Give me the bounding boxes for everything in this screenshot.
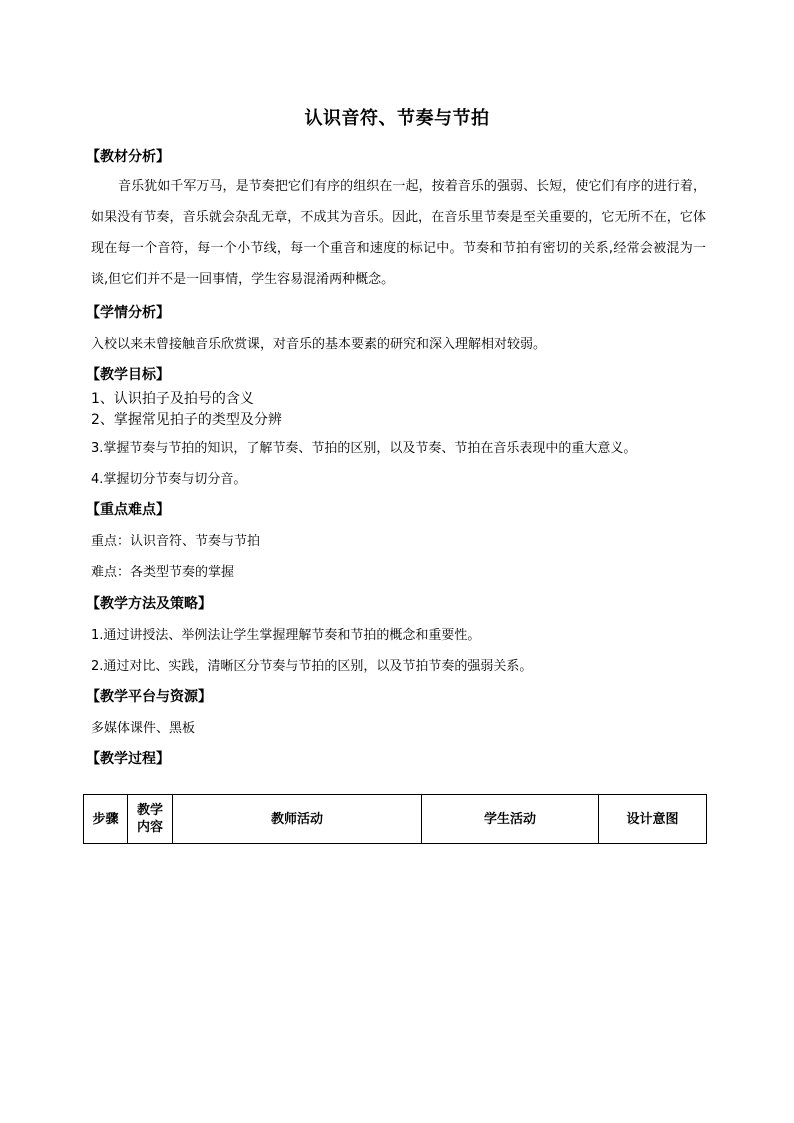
heading-platform-resources: 【教学平台与资源】 bbox=[86, 689, 212, 705]
goal-item-1: 1、认识拍子及拍号的含义 bbox=[91, 391, 254, 407]
header-design-intent: 设计意图 bbox=[599, 795, 707, 844]
header-content-line1: 教学 bbox=[136, 803, 163, 818]
resources-text: 多媒体课件、黑板 bbox=[91, 721, 196, 736]
header-teacher-activity: 教师活动 bbox=[173, 795, 422, 844]
header-content-line2: 内容 bbox=[136, 820, 163, 835]
header-student-activity: 学生活动 bbox=[422, 795, 599, 844]
header-step: 步骤 bbox=[84, 795, 128, 844]
key-point-text: 重点：认识音符、节奏与节拍 bbox=[91, 534, 261, 549]
header-content bbox=[128, 795, 173, 844]
heading-teaching-process: 【教学过程】 bbox=[86, 751, 170, 767]
goal-item-3: 3.掌握节奏与节拍的知识，了解节奏、节拍的区别，以及节奏、节拍在音乐表现中的重大意义。 bbox=[91, 441, 637, 456]
heading-material-analysis: 【教材分析】 bbox=[86, 149, 170, 165]
heading-key-points: 【重点难点】 bbox=[86, 502, 170, 518]
method-item-2: 2.通过对比、实践，清晰区分节奏与节拍的区别，以及节拍节奏的强弱关系。 bbox=[91, 659, 533, 674]
goal-item-2: 2、掌握常见拍子的类型及分辨 bbox=[91, 412, 282, 428]
difficult-point-text: 难点：各类型节奏的掌握 bbox=[91, 565, 235, 580]
heading-student-analysis: 【学情分析】 bbox=[86, 305, 170, 321]
student-analysis-text: 入校以来未曾接触音乐欣赏课，对音乐的基本要素的研究和深入理解相对较弱。 bbox=[91, 337, 547, 352]
heading-teaching-methods: 【教学方法及策略】 bbox=[86, 596, 212, 612]
material-analysis-paragraph: 音乐犹如千军万马，是节奏把它们有序的组织在一起，按着音乐的强弱、长短，使它们有序的进行着，如果没有节奏，音乐就会杂乱无章，不成其为音乐。因此，在音乐里节奏是至关重要的，它无所不在，它体现在每一个音符，每一个小节线，每一个重音和速度的标记中。节奏和节拍有密切的关系,经常会被混为一谈,但它们并不是一回事情，学生容易混淆两种概念。 bbox=[91, 179, 706, 287]
heading-teaching-goals: 【教学目标】 bbox=[86, 367, 170, 383]
goal-item-4: 4.掌握切分节奏与切分音。 bbox=[91, 472, 247, 487]
method-item-1: 1.通过讲授法、举例法让学生掌握理解节奏和节拍的概念和重要性。 bbox=[91, 628, 481, 643]
teaching-process-table bbox=[83, 794, 707, 844]
document-title: 认识音符、节奏与节拍 bbox=[304, 108, 490, 129]
table-header-row bbox=[84, 795, 707, 844]
